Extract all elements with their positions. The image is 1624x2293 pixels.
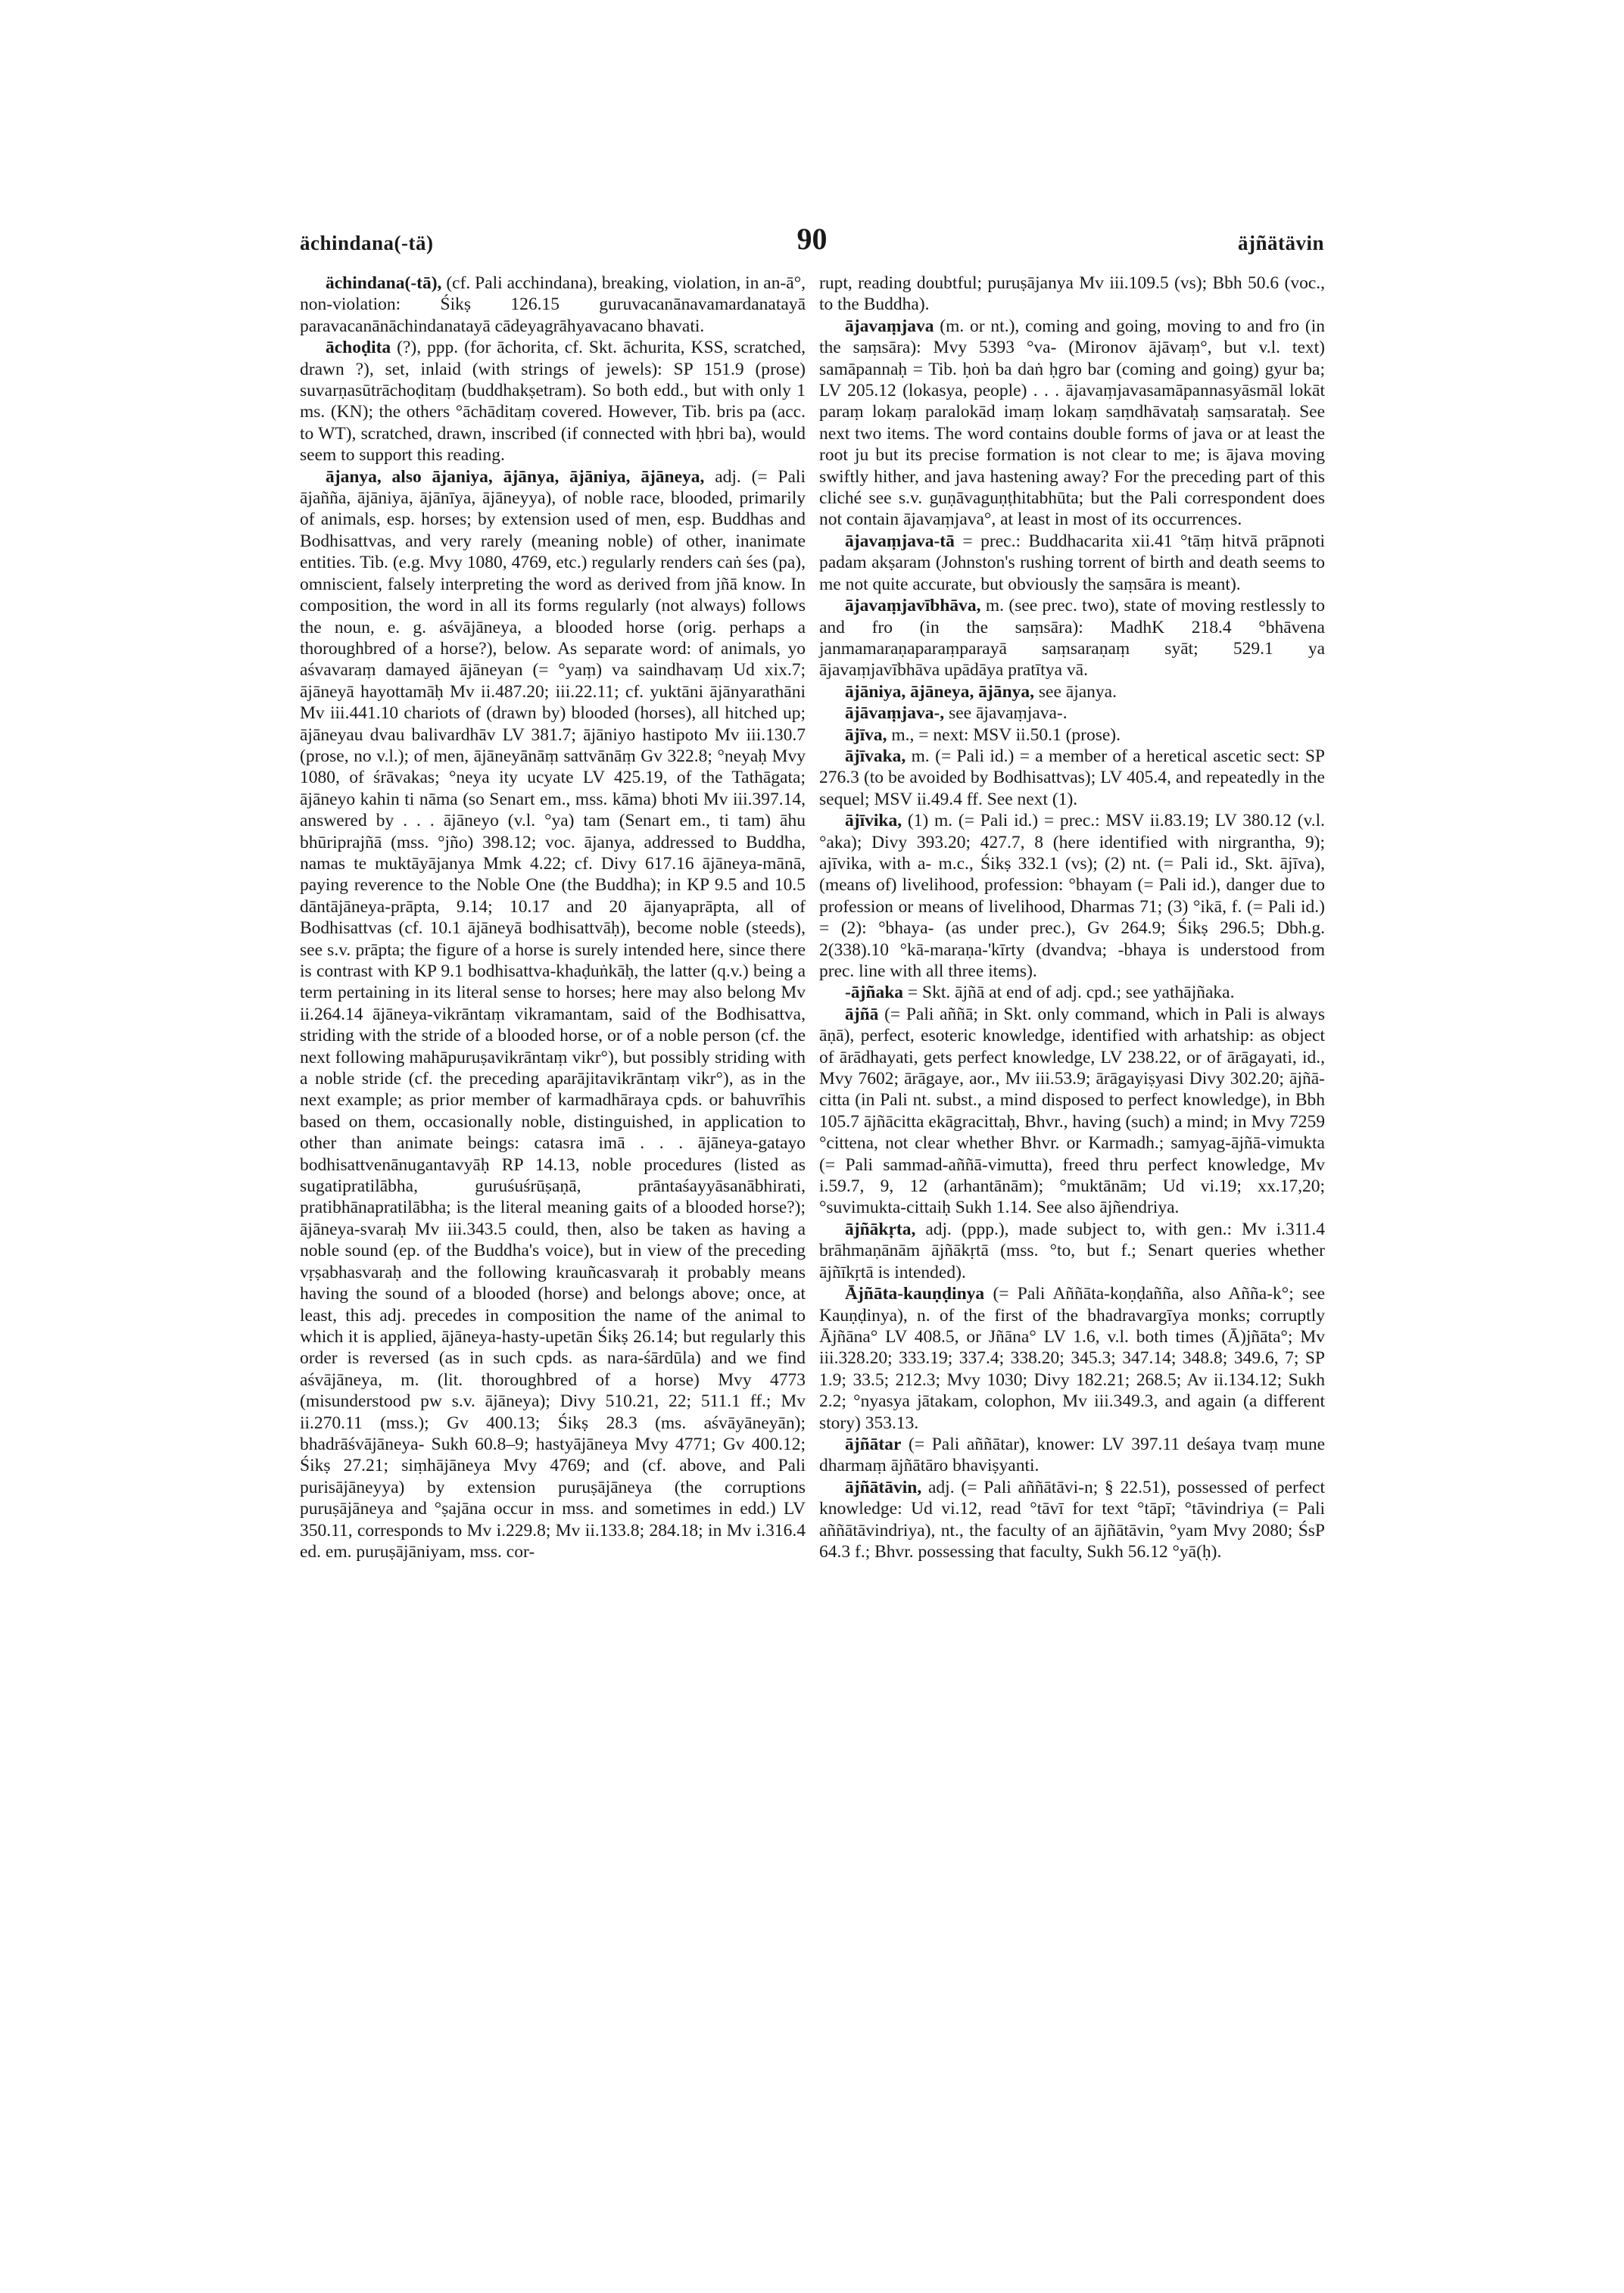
entry-headword: ājīvaka, (845, 746, 906, 766)
left-guide-word: ächindana(-tä) (300, 232, 434, 254)
entry-text: adj. (= Pali aññātāvi-n; § 22.51), possessed of perfect knowledge: Ud vi.12, read °tāvī for text °tāpī; °tāvindriya (= Pali aññātāvindriya), nt., the faculty of an ājñātāvin, °yam Mvy 2080; ŚsP 64.3 f.; Bhvr. possessing that faculty, Sukh 56.12 °yā(ḥ). (819, 1477, 1326, 1562)
dictionary-entry (819, 810, 1325, 982)
entry-headword: -ājñaka (845, 983, 904, 1003)
dictionary-entry (819, 273, 1325, 316)
entry-text: = Skt. ājñā at end of adj. cpd.; see yathājñaka. (907, 983, 1235, 1003)
running-header (300, 221, 1324, 263)
entry-headword: ächindana(-tā), (326, 273, 442, 293)
entry-text: m., = next: MSV ii.50.1 (prose). (891, 724, 1121, 745)
entry-headword: ājñātāvin, (845, 1477, 922, 1497)
entry-text: (cf. Pali acchindana), breaking, violation, in an-ā°, non-violation: Śikṣ 126.15 guruvacanānavamardanatayā paravacanānāchindanatayā cādeyagrāhyavacano bhavati. (300, 273, 806, 336)
entry-text: m. (see prec. two), state of moving restlessly to and fro (in the saṃsāra): MadhK 218.4 °bhāvena janmamaraṇaparaṃparayā saṃsaraṇaṃ syāt; 529.1 ya ājavaṃjavībhāva upādāya pratītya vā. (819, 596, 1326, 681)
left-column (300, 273, 806, 1562)
entry-headword: āchoḍita (326, 338, 391, 358)
entry-headword: ājāvaṃjava-, (845, 703, 945, 724)
entry-text: (1) m. (= Pali id.) = prec.: MSV ii.83.19; LV 380.12 (v.l. °aka); Divy 393.20; 427.7, 8 (here identified with nirgrantha, 9); ajīvika, with a- m.c., Śikṣ 332.1 (vs); (2) nt. (= Pali id., Skt. ājīva), (means of) livelihood, profession: °bhayam (= Pali id.), danger due to profession or means of livelihood, Dharmas 71; (3) °ikā, f. (= Pali id.) = (2): °bhaya- (as under prec.), Gv 264.9; Śikṣ 296.5; Dbh.g. 2(338).10 °kā-maraṇa-'kīrty (dvandva; -bhaya is understood from prec. line with all three items). (819, 811, 1326, 981)
dictionary-entry (819, 703, 1325, 724)
right-column (819, 273, 1325, 1562)
dictionary-entry (819, 746, 1325, 810)
entry-text: adj. (= Pali ājañña, ājāniya, ājānīya, ājāneyya), of noble race, blooded, primarily of animals, esp. horses; by extension used of men, esp. Buddhas and Bodhisattvas, and very rarely (meaning noble) of other, inanimate entities. Tib. (e.g. Mvy 1080, 4769, etc.) regularly renders caṅ śes (pa), omniscient, falsely interpreting the word as derived from jñā know. In composition, the word in all its forms regularly (not always) follows the noun, e. g. aśvājāneya, a blooded horse (orig. perhaps a thoroughbred of a horse?), below. As separate word: of animals, yo aśvavaraṃ damayed ājāneyan (= °yaṃ) va saindhavaṃ Ud xix.7; ājāneyā hayottamāḥ Mv ii.487.20; iii.22.11; cf. yuktāni ājānyarathāni Mv iii.441.10 chariots of (drawn by) blooded (horses), all hitched up; ājāneyau dvau balivardhāv LV 381.7; ājāniyo hastipoto Mv iii.130.7 (prose, no v.l.); of men, ājāneyānāṃ sattvānāṃ Gv 322.8; °neyaḥ Mvy 1080, of śrāvakas; °neya ity ucyate LV 425.19, of the Tathāgata; ājāneyo kahin ti nāma (so Senart em., mss. kāma) bhoti Mv iii.397.14, answered by . . . ājāneyo (v.l. °ya) tam (Senart em., ti tam) āhu bhūriprajñā (mss. °jño) 398.12; voc. ājanya, addressed to Buddha, namas te muktāyājanya Mmk 4.22; cf. Divy 617.16 ājāneya-mānā, paying reverence to the Noble One (the Buddha); in KP 9.5 and 10.5 dāntājāneya-prāpta, 9.14; 10.17 and 20 ājanyaprāpta, all of Bodhisattvas (cf. 10.1 ājāneyā bodhisattvāḥ), become noble (steeds), see s.v. prāpta; the figure of a horse is surely intended here, since there is contrast with KP 9.1 bodhisattva-khaḍuṅkāḥ, the latter (q.v.) being a term pertaining in its literal sense to horses; here may also belong Mv ii.264.14 ājāneya-vikrāntaṃ vikramantam, said of the Bodhisattva, striding with the stride of a blooded horse, or of a noble person (cf. the next following mahāpuruṣavikrāntaṃ vikr°), but possibly striding with a noble stride (cf. the preceding aparājitavikrāntaṃ vikr°), as in the next example; as prior member of karmadhāraya cpds. or bahuvrīhis based on them, occasionally noble, distinguished, in application to other than animate beings: catasra imā . . . ājāneya-gatayo bodhisattvenānugantavyāḥ RP 14.13, noble procedures (listed as sugatipratilābha, guruśuśrūṣaṇā, prāntaśayyāsanābhirati, pratibhānapratilābha; is the literal meaning gaits of a blooded horse?); ājāneya-svaraḥ Mv iii.343.5 could, then, also be taken as having a noble sound (ep. of the Buddha's voice), but in view of the preceding vṛṣabhasvaraḥ and the following krauñcasvaraḥ it probably means having the sound of a blooded (horse) and belongs above; once, at least, this adj. precedes in composition the name of the animal to which it is applied, ājāneya-hasty-upetān Śikṣ 26.14; but regularly this order is reversed (as in such cpds. as nara-śārdūla) and we find aśvājāneya, m. (lit. thoroughbred of a horse) Mvy 4773 (misunderstood pw s.v. ājāneya); Divy 510.21, 22; 511.1 ff.; Mv ii.270.11 (mss.); Gv 400.13; Śikṣ 28.3 (ms. aśvāyāneyān); bhadrāśvājāneya- Sukh 60.8–9; hastyājāneya Mvy 4771; Gv 400.12; Śikṣ 27.21; siṃhājāneya Mvy 4769; and (cf. above, and Pali purisājāneyya) by extension puruṣājāneya (the corruptions puruṣājāneya and °ṣajāna occur in mss. and sometimes in edd.) LV 350.11, corresponds to Mv i.229.8; Mv ii.133.8; 284.18; in Mv i.316.4 ed. em. puruṣājāniyam, mss. cor- (300, 466, 806, 1562)
dictionary-entry (819, 316, 1325, 531)
entry-headword: ājavaṃjava (845, 316, 934, 336)
dictionary-entry (300, 273, 806, 337)
entry-headword: ājñā (845, 1004, 879, 1024)
entry-headword: ājīva, (845, 724, 887, 745)
entry-text: see ājanya. (1038, 681, 1117, 702)
entry-headword: ājñākṛta, (845, 1219, 916, 1239)
entry-headword: ājanya, also ājaniya, ājānya, ājāniya, ājāneya, (326, 466, 705, 487)
dictionary-entry (819, 1219, 1325, 1283)
dictionary-entry (819, 1004, 1325, 1219)
entry-text: (= Pali aññātar), knower: LV 397.11 deśaya tvaṃ mune dharmaṃ ājñātāro bhaviṣyanti. (819, 1434, 1325, 1476)
entry-headword: Ājñāta-kauṇḍinya (845, 1284, 985, 1304)
dictionary-entry (300, 466, 806, 1563)
entry-text: rupt, reading doubtful; puruṣājanya Mv iii.109.5 (vs); Bbh 50.6 (voc., to the Buddha). (819, 273, 1325, 315)
entry-text: see ājavaṃjava-. (949, 703, 1068, 724)
dictionary-entry (819, 531, 1325, 595)
page-number: 90 (796, 222, 828, 256)
right-guide-word: äjñätävin (1237, 232, 1324, 254)
entry-text: (m. or nt.), coming and going, moving to and fro (in the saṃsāra): Mvy 5393 °va- (Mironov ājāvaṃ°, but v.l. text) samāpannaḥ = Tib. ḥoṅ ba daṅ ḥgro bar (coming and going) gyur ba; LV 205.12 (lokasya, people) . . . ājavaṃjavasamāpannasyāsmāl lokāt paraṃ lokaṃ paralokād imaṃ lokaṃ saṃdhāvataḥ saṃsarataḥ. See next two items. The word contains double forms of java or at least the root ju but its precise formation is not clear to me; is ājava moving swiftly hither, and java hastening away? For the preceding part of this cliché see s.v. guṇāvaguṇṭhitabhūta; but the Pali correspondent does not contain ājavaṃjava°, at least in most of its occurrences. (819, 316, 1325, 530)
entry-text: (= Pali aññā; in Skt. only command, which in Pali is always āṇā), perfect, esoteric knowledge, identified with arhatship: as object of ārādhayati, gets perfect knowledge, LV 238.22, or of ārāgayati, id., Mvy 7602; ārāgaye, aor., Mv iii.53.9; ārāgayiṣyasi Divy 302.20; ājñā-citta (in Pali nt. subst., a mind disposed to perfect knowledge), in Bbh 105.7 ājñācitta ekāgracittaḥ, Bhvr., having (such) a mind; in Mvy 7259 °cittena, not clear whether Bhvr. or Karmadh.; samyag-ājñā-vimukta (= Pali sammad-aññā-vimutta), freed thru perfect knowledge, Mv i.59.7, 9, 12 (arhantānām); °muktānām; Ud vi.19; xx.17,20; °suvimukta-cittaiḥ Sukh 1.14. See also ājñendriya. (819, 1004, 1325, 1218)
dictionary-entry (819, 724, 1325, 746)
entry-text: (?), ppp. (for āchorita, cf. Skt. āchurita, KSS, scratched, drawn ?), set, inlaid (with strings of jewels): SP 151.9 (prose) suvarṇasūtrāchoḍitaṃ (buddhakṣetram). So both edd., but with only 1 ms. (KN); the others °āchāditaṃ covered. However, Tib. bris pa (acc. to WT), scratched, drawn, inscribed (if connected with ḥbri ba), would seem to support this reading. (300, 338, 806, 466)
entry-headword: ājīvika, (845, 811, 902, 831)
entry-text: m. (= Pali id.) = a member of a heretical ascetic sect: SP 276.3 (to be avoided by Bodhisattvas); LV 405.4, and repeatedly in the sequel; MSV ii.49.4 ff. See next (1). (819, 746, 1326, 809)
dictionary-entry (819, 595, 1325, 681)
entry-headword: ājavaṃjavībhāva, (845, 596, 981, 616)
entry-headword: ājñātar (845, 1434, 902, 1454)
entry-headword: ājavaṃjava-tā (845, 531, 955, 551)
dictionary-entry (819, 1283, 1325, 1434)
entry-text: adj. (ppp.), made subject to, with gen.: Mv i.311.4 brāhmaṇānām ājñākṛtā (mss. °to, but f.; Senart queries whether ājñīkṛtā is intended). (819, 1219, 1326, 1282)
dictionary-entry (819, 1434, 1325, 1477)
entry-text: = prec.: Buddhacarita xii.41 °tāṃ hitvā prāpnoti padam akṣaram (Johnston's rushing torrent of birth and death seems to me not quite accurate, but obviously the saṃsāra is meant). (819, 531, 1325, 594)
dictionary-entry (819, 982, 1325, 1003)
entry-headword: ājāniya, ājāneya, ājānya, (845, 681, 1035, 702)
entry-text: (= Pali Aññāta-koṇḍañña, also Añña-k°; see Kauṇḍinya), n. of the first of the bhadravargīya monks; corruptly Ājñāna° LV 408.5, or Jñāna° LV 1.6, v.l. both times (Ā)jñāta°; Mv iii.328.20; 333.19; 337.4; 338.20; 345.3; 347.14; 348.8; 349.6, 7; SP 1.9; 33.5; 212.3; Mvy 1030; Divy 182.21; 268.5; Av ii.134.12; Sukh 2.2; °nyasya jātakam, colophon, Mv iii.349.3, and again (a different story) 353.13. (819, 1284, 1326, 1433)
dictionary-entry (819, 681, 1325, 703)
dictionary-entry (300, 337, 806, 466)
dictionary-entry (819, 1477, 1325, 1563)
